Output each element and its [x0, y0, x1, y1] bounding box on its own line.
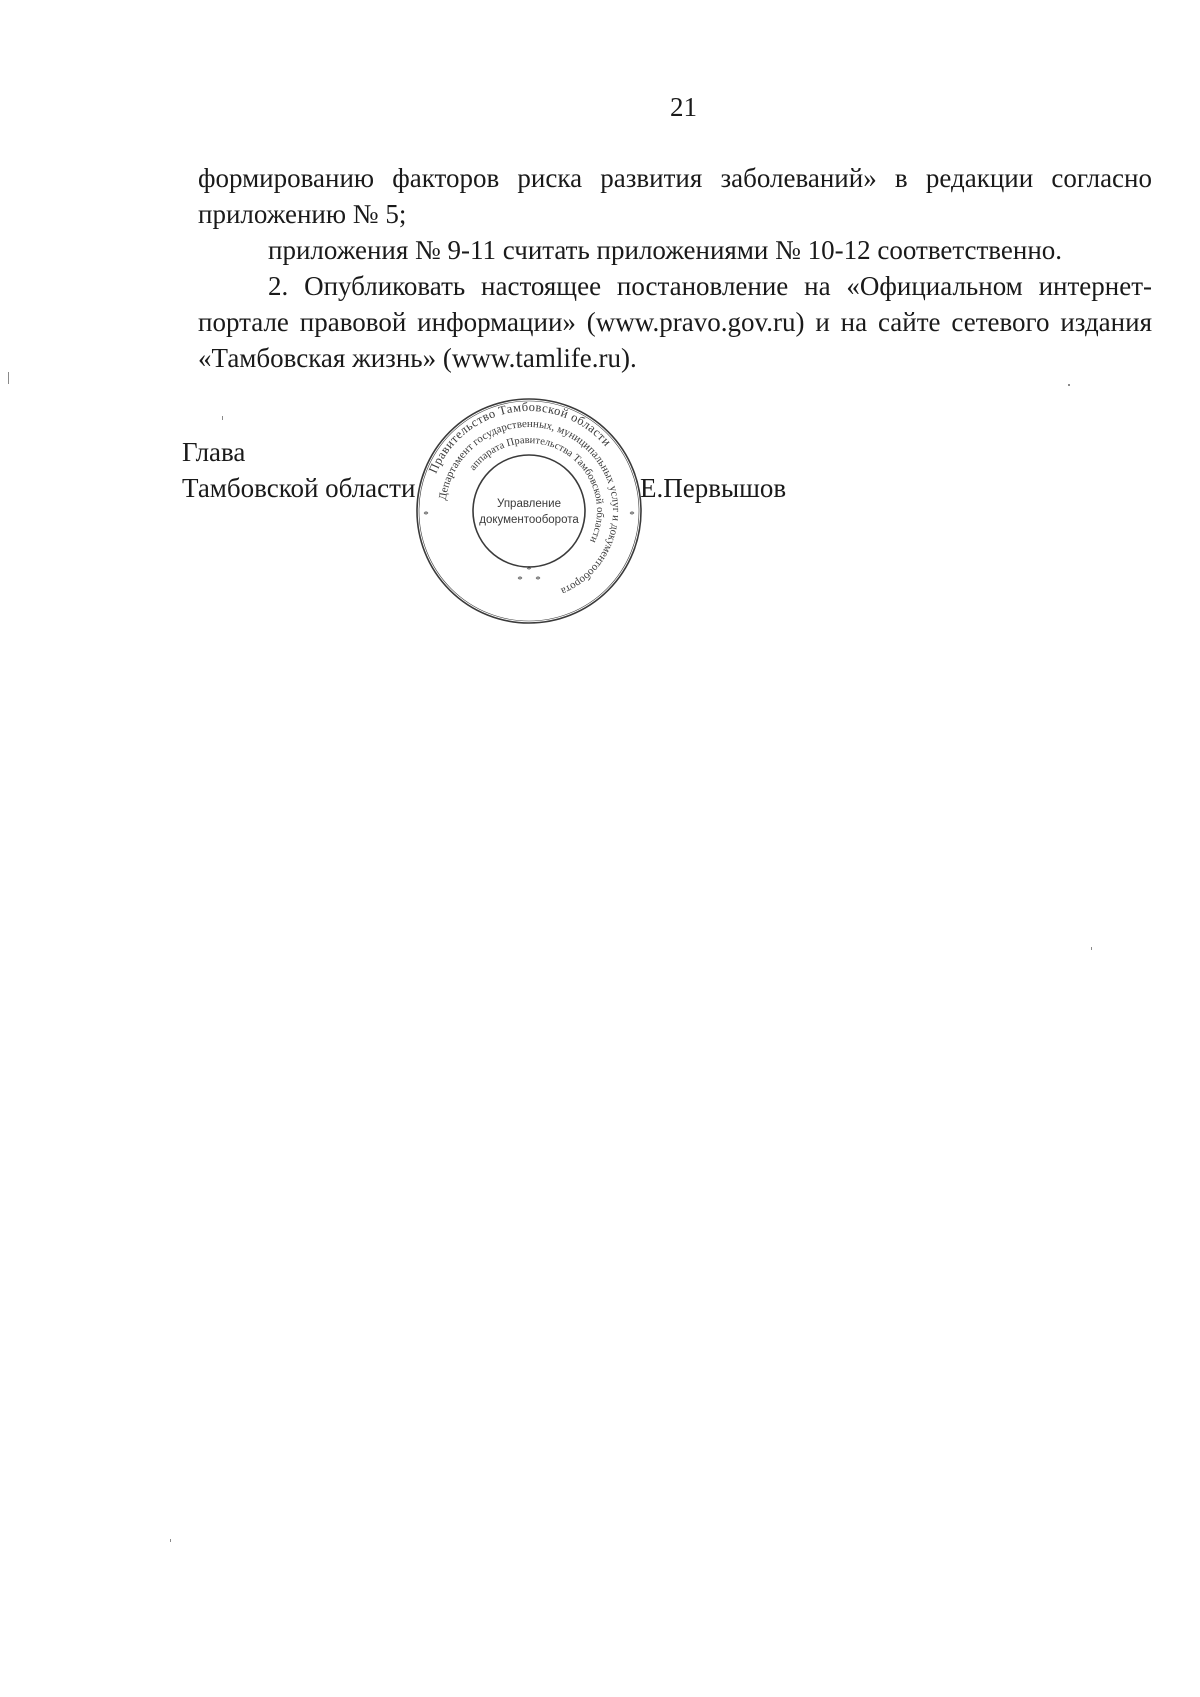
seal-star-right: *: [629, 509, 635, 521]
scan-artifact: [222, 416, 223, 420]
scan-artifact: [1068, 384, 1070, 386]
seal-center-line1: Управление: [497, 498, 561, 510]
scan-artifact: [1091, 947, 1092, 950]
seal-center-border: [473, 455, 585, 567]
document-body: [198, 160, 1152, 376]
official-seal: [414, 396, 644, 626]
seal-center-line2: документооборота: [479, 514, 579, 526]
seal-star-bottom-3: *: [535, 574, 541, 586]
seal-star-bottom-1: *: [517, 574, 523, 586]
paragraph-appendix-renumbering: приложения № 9-11 считать приложениями № 10-12 соответственно.: [268, 235, 1063, 265]
signature-organization: Тамбовской области: [182, 473, 416, 503]
seal-outer-text: Правительство Тамбовской области: [425, 399, 615, 476]
seal-middle-text: Департамент государственных, муниципальных услуг и документооборота: [436, 417, 623, 598]
paragraph-publication: 2. Опубликовать настоящее постановление на «Официальном интернет-портале правовой информации» (www.pravo.gov.ru) и на сайте сетевого издания «Тамбовская жизнь» (www.tamlife.ru).: [198, 271, 1152, 373]
seal-graphic: [414, 396, 644, 626]
signature-title: Глава: [182, 437, 246, 467]
paragraph-continuation: формированию факторов риска развития заболеваний» в редакции согласно приложению № 5;: [198, 163, 1152, 229]
page-number: 21: [670, 92, 697, 122]
scan-artifact: [170, 1539, 171, 1542]
seal-star-bottom-2: *: [526, 564, 532, 576]
scan-artifact: [8, 372, 9, 384]
signature-name: Е.Первышов: [640, 473, 787, 503]
seal-star-left: *: [423, 509, 429, 521]
seal-inner-text: аппарата Правительства Тамбовской области: [467, 434, 606, 545]
